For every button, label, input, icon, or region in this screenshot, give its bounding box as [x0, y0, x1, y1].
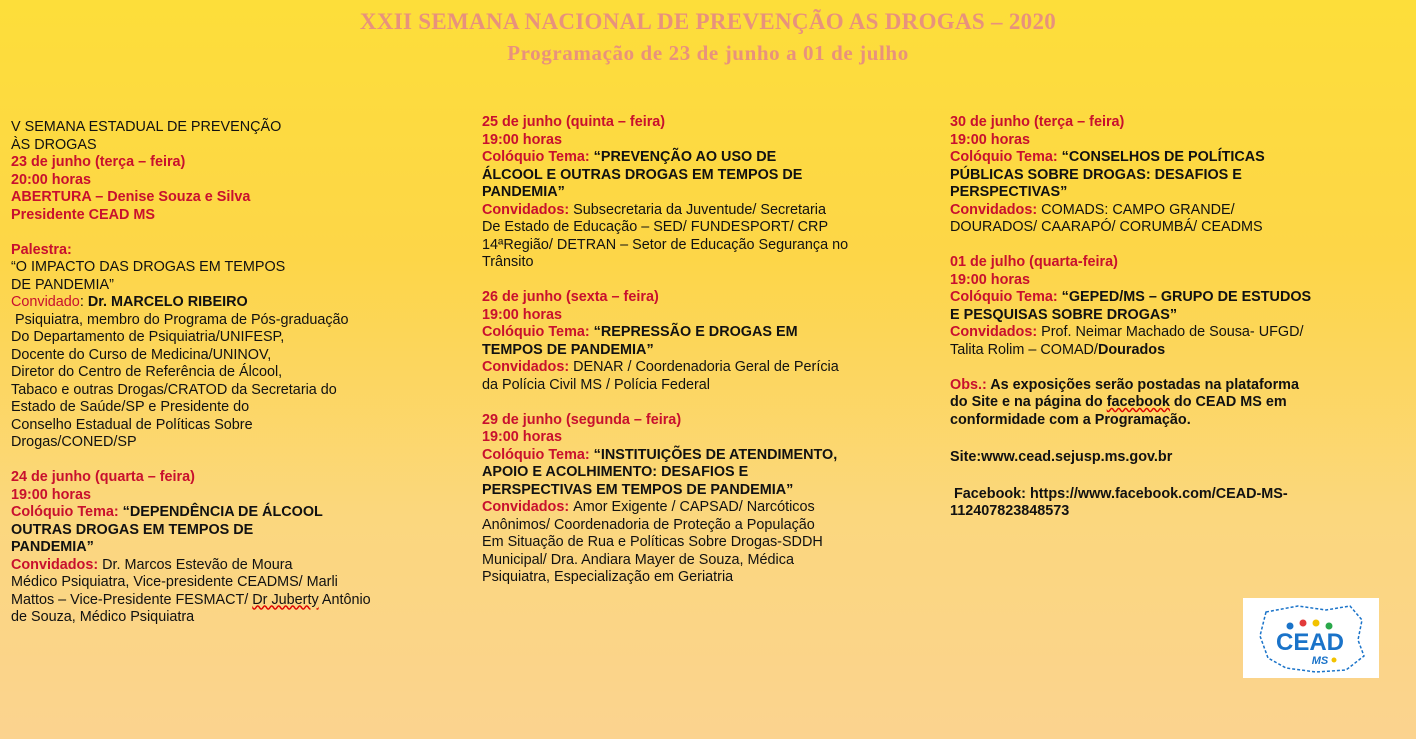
- bio-line: Docente do Curso de Medicina/UNINOV,: [11, 346, 272, 363]
- obs-label: Obs.:: [950, 376, 991, 393]
- guests-label: Convidados:: [950, 324, 1042, 340]
- event-date: 26 de junho (sexta – feira): [482, 289, 659, 305]
- theme-line: [482, 324, 944, 342]
- event-date: 23 de junho (terça – feira): [11, 154, 186, 170]
- event-time: 19:00 horas: [950, 271, 1030, 288]
- guests-line: [950, 324, 1412, 342]
- event-date: 01 de julho (quarta-feira): [950, 254, 1118, 270]
- guests-text: Antônio: [318, 591, 371, 608]
- obs-text: do Site e na página do: [950, 394, 1107, 410]
- event-time: 20:00 horas: [11, 171, 91, 188]
- president-line: Presidente CEAD MS: [11, 206, 155, 223]
- site-link[interactable]: Site:www.cead.sejusp.ms.gov.br: [950, 448, 1173, 465]
- guests-line: [950, 342, 1412, 360]
- facebook-link[interactable]: Facebook: https://www.facebook.com/CEAD-MS-: [950, 485, 1288, 502]
- theme-line: [950, 289, 1412, 307]
- guests-text: Médico Psiquiatra, Vice-presidente CEADMS/ Marli: [11, 574, 338, 590]
- guest-colon: :: [79, 294, 88, 310]
- guests-text: 14ªRegião/ DETRAN – Setor de Educação Segurança no: [482, 236, 849, 253]
- theme-text: PÚBLICAS SOBRE DROGAS: DESAFIOS E: [950, 166, 1242, 183]
- bio-line: Estado de Saúde/SP e Presidente do: [11, 399, 250, 415]
- guests-text: Dr Juberty: [252, 591, 319, 608]
- guests-line: [950, 202, 1412, 220]
- guests-line: [11, 592, 456, 610]
- obs-line: [950, 377, 1412, 395]
- lecture-title: “O IMPACTO DAS DROGAS EM TEMPOS: [11, 259, 286, 275]
- theme-text: “CONSELHOS DE POLÍTICAS: [1061, 149, 1265, 165]
- theme-line: [482, 149, 944, 167]
- theme-text: PANDEMIA”: [11, 539, 94, 555]
- theme-label: Colóquio Tema:: [950, 149, 1062, 165]
- theme-label: Colóquio Tema:: [482, 324, 594, 340]
- guests-text: DOURADOS/ CAARAPÓ/ CORUMBÁ/ CEADMS: [950, 219, 1263, 235]
- bio-line: Conselho Estadual de Políticas Sobre: [11, 416, 253, 433]
- guests-text: Prof. Neimar Machado de Sousa- UFGD/: [1041, 324, 1304, 340]
- guests-text: Anônimos/ Coordenadoria de Proteção a População: [482, 516, 815, 533]
- guest-name: Dr. MARCELO RIBEIRO: [87, 294, 248, 310]
- theme-text: TEMPOS DE PANDEMIA”: [482, 341, 654, 358]
- theme-text: OUTRAS DROGAS EM TEMPOS DE: [11, 521, 254, 538]
- theme-line: [950, 149, 1412, 167]
- event-date: 24 de junho (quarta – feira): [11, 469, 195, 485]
- event-date: 30 de junho (terça – feira): [950, 114, 1125, 130]
- guests-line: [11, 557, 456, 575]
- guests-text: Dourados: [1097, 341, 1166, 358]
- guests-label: Convidados:: [11, 556, 103, 573]
- guests-text: Talita Rolim – COMAD/: [950, 341, 1098, 358]
- theme-text: ÁLCOOL E OUTRAS DROGAS EM TEMPOS DE: [482, 166, 803, 183]
- cead-logo-icon: [1246, 600, 1376, 676]
- theme-text: PANDEMIA”: [482, 184, 565, 200]
- theme-text: E PESQUISAS SOBRE DROGAS”: [950, 306, 1178, 323]
- column-right: [950, 114, 1412, 521]
- bio-line: Tabaco e outras Drogas/CRATOD da Secretaria do: [11, 381, 337, 398]
- theme-label: Colóquio Tema:: [482, 149, 594, 165]
- obs-text: conformidade com a Programação.: [950, 411, 1191, 428]
- event-time: 19:00 horas: [950, 131, 1030, 148]
- column-middle: [482, 114, 944, 587]
- column-left: [11, 119, 456, 627]
- guests-label: Convidados:: [482, 359, 574, 375]
- event-date: 25 de junho (quinta – feira): [482, 114, 666, 130]
- page-subtitle: Programação de 23 de junho a 01 de julho: [507, 41, 909, 65]
- guests-text: de Souza, Médico Psiquiatra: [11, 609, 195, 625]
- theme-line: [482, 447, 944, 465]
- guests-text: Amor Exigente / CAPSAD/ Narcóticos: [573, 499, 815, 515]
- guests-text: De Estado de Educação – SED/ FUNDESPORT/ CRP: [482, 219, 829, 235]
- bio-line: Do Departamento de Psiquiatria/UNIFESP,: [11, 329, 285, 345]
- guests-label: Convidados:: [482, 499, 574, 515]
- guests-label: Convidados:: [482, 201, 574, 218]
- bio-line: Drogas/CONED/SP: [11, 434, 137, 450]
- intro-line: V SEMANA ESTADUAL DE PREVENÇÃO: [11, 119, 282, 135]
- lecture-label: Palestra:: [11, 241, 72, 258]
- logo-text: CEAD: [1275, 629, 1345, 656]
- facebook-link[interactable]: 112407823848573: [950, 503, 1070, 519]
- guests-text: Dr. Marcos Estevão de Moura: [102, 556, 293, 573]
- guests-line: [482, 499, 944, 517]
- event-date: 29 de junho (segunda – feira): [482, 411, 682, 428]
- guests-line: [482, 202, 944, 220]
- obs-text: do CEAD MS em: [1169, 394, 1287, 410]
- event-time: 19:00 horas: [482, 131, 562, 148]
- bio-line: Diretor do Centro de Referência de Álcool,: [11, 364, 283, 380]
- page-header: [0, 8, 1416, 68]
- bio-line: Psiquiatra, membro do Programa de Pós-graduação: [11, 311, 349, 328]
- guests-text: Subsecretaria da Juventude/ Secretaria: [573, 201, 826, 218]
- theme-text: “PREVENÇÃO AO USO DE: [593, 149, 777, 165]
- guests-line: [482, 359, 944, 377]
- guests-text: Em Situação de Rua e Políticas Sobre Drogas-SDDH: [482, 534, 823, 550]
- guest-label: Convidado: [11, 294, 80, 310]
- event-time: 19:00 horas: [11, 486, 91, 503]
- theme-text: APOIO E ACOLHIMENTO: DESAFIOS E: [482, 464, 749, 480]
- theme-text: PERSPECTIVAS EM TEMPOS DE PANDEMIA”: [482, 481, 794, 498]
- cead-logo: [1243, 598, 1379, 678]
- guest-line: [11, 294, 456, 312]
- logo-sub: MS: [1311, 655, 1329, 667]
- event-time: 19:00 horas: [482, 306, 562, 323]
- guests-text: DENAR / Coordenadoria Geral de Perícia: [573, 359, 839, 375]
- theme-label: Colóquio Tema:: [482, 446, 594, 463]
- theme-text: “INSTITUIÇÕES DE ATENDIMENTO,: [593, 446, 838, 463]
- obs-line: [950, 394, 1412, 412]
- lecture-title: DE PANDEMIA”: [11, 276, 114, 293]
- theme-text: “DEPENDÊNCIA DE ÁLCOOL: [122, 504, 323, 520]
- guests-label: Convidados:: [950, 201, 1042, 218]
- theme-label: Colóquio Tema:: [11, 504, 123, 520]
- theme-text: “GEPED/MS – GRUPO DE ESTUDOS: [1061, 289, 1312, 305]
- guests-text: Mattos – Vice-Presidente FESMACT/: [11, 591, 253, 608]
- guests-text: Trânsito: [482, 254, 534, 270]
- theme-label: Colóquio Tema:: [950, 289, 1062, 305]
- theme-text: PERSPECTIVAS”: [950, 184, 1068, 200]
- theme-line: [11, 504, 456, 522]
- guests-text: Municipal/ Dra. Andiara Mayer de Souza, Médica: [482, 551, 794, 568]
- guests-text: da Polícia Civil MS / Polícia Federal: [482, 376, 710, 393]
- obs-text: facebook: [1106, 394, 1170, 410]
- guests-text: Psiquiatra, Especialização em Geriatria: [482, 569, 734, 585]
- guests-text: COMADS: CAMPO GRANDE/: [1041, 201, 1235, 218]
- obs-text: As exposições serão postadas na plataforma: [990, 376, 1299, 393]
- opening-line: ABERTURA – Denise Souza e Silva: [11, 189, 251, 205]
- page-title: XXII SEMANA NACIONAL DE PREVENÇÃO AS DROGAS – 2020: [359, 9, 1057, 34]
- intro-line: ÀS DROGAS: [11, 136, 97, 153]
- theme-text: “REPRESSÃO E DROGAS EM: [593, 324, 798, 340]
- event-time: 19:00 horas: [482, 429, 562, 445]
